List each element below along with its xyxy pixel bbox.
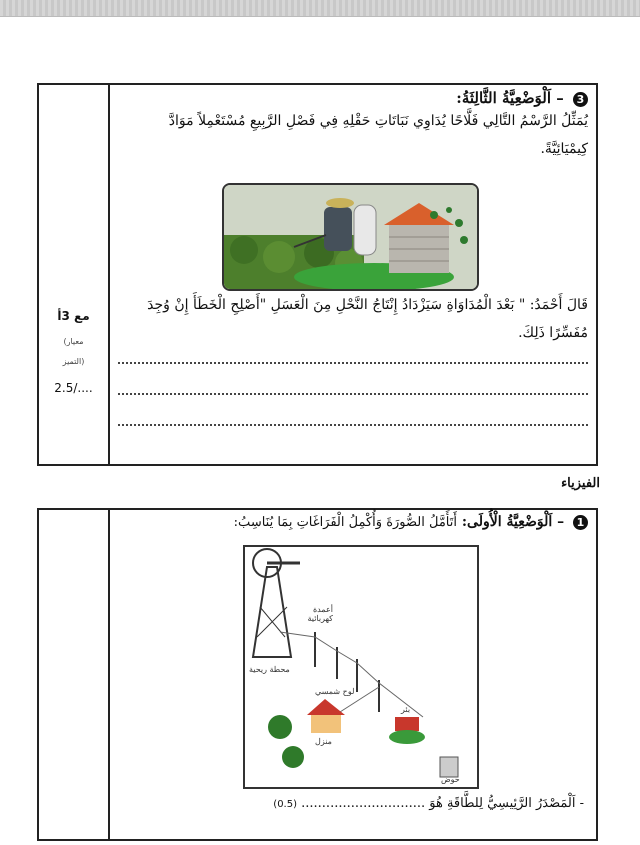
title-text: اَلْوَضْعِيَّةُ الثَّالِثَةُ: (456, 89, 552, 107)
situation-3-question: قَالَ أَحْمَدُ: " بَعْدَ الْمُدَاوَاةِ سَيَزْدَادُ إِنْتَاجُ النَّحْلِ مِنَ الْعَسَلِ "أَصْلِحِ الْخَطَأَ إِنْ وُجِدَ مُفَسِّرًا ذَلِكَ. (147, 297, 588, 341)
score-field[interactable]: 2.5/.... (54, 381, 93, 395)
label-house: منزل (315, 737, 332, 746)
energy-source-question (273, 796, 584, 811)
criterion-column (39, 510, 110, 839)
label-wind-station: محطة ريحية (249, 665, 290, 674)
label-poles: أعمدة كهربائية (307, 605, 333, 623)
situation-1-title: 1 – اَلْوَضْعِيَّةُ الْأُولَى: أَتَأَمَّلُ الصُّورَةَ وَأُكْمِلُ الْفَرَاغَاتِ بِمَا يُنَاسِبُ: (118, 514, 588, 530)
instruction-text: أَتَأَمَّلُ الصُّورَةَ وَأُكْمِلُ الْفَرَاغَاتِ بِمَا يُنَاسِبُ: (233, 515, 457, 530)
answer-line[interactable] (118, 423, 588, 426)
farmer-spraying-image (222, 183, 479, 291)
situation-3-intro: يُمَثِّلُ الرَّسْمُ التَّالِي فَلَّاحًا يُدَاوِي نَبَاتَاتِ حَقْلِهِ فِي فَصْلِ الرَّبِيعِ مُسْتَعْمِلاً مَوَادَّ كِيمْيَائِيَّةً. (168, 113, 588, 157)
points: (0.5) (273, 799, 297, 810)
criterion-note: (معيار (63, 337, 84, 346)
label-basin: حوض (441, 775, 460, 784)
title-text: اَلْوَضْعِيَّةُ الْأُولَى: (461, 514, 553, 530)
label-solar-panel: لوح شمسي (315, 687, 355, 696)
top-scan-strip (0, 0, 640, 17)
number-badge: 3 (573, 92, 588, 107)
number-badge: 1 (573, 515, 588, 530)
section-title-physics: الفيزياء (561, 476, 600, 491)
criterion-label: مع 3أ (57, 309, 90, 323)
energy-diagram-image (243, 545, 479, 789)
question-text: - اَلْمَصْدَرُ الرَّئِيسِيُّ لِلطَّاقَةِ هُوَ .............................. (301, 796, 584, 811)
criterion-column (39, 85, 110, 464)
criterion-note: التميز) (62, 357, 85, 366)
situation-3-title: 3 – اَلْوَضْعِيَّةُ الثَّالِثَةُ: (118, 89, 588, 107)
answer-line[interactable] (118, 361, 588, 364)
label-well: بئر (401, 705, 411, 714)
answer-line[interactable] (118, 392, 588, 395)
